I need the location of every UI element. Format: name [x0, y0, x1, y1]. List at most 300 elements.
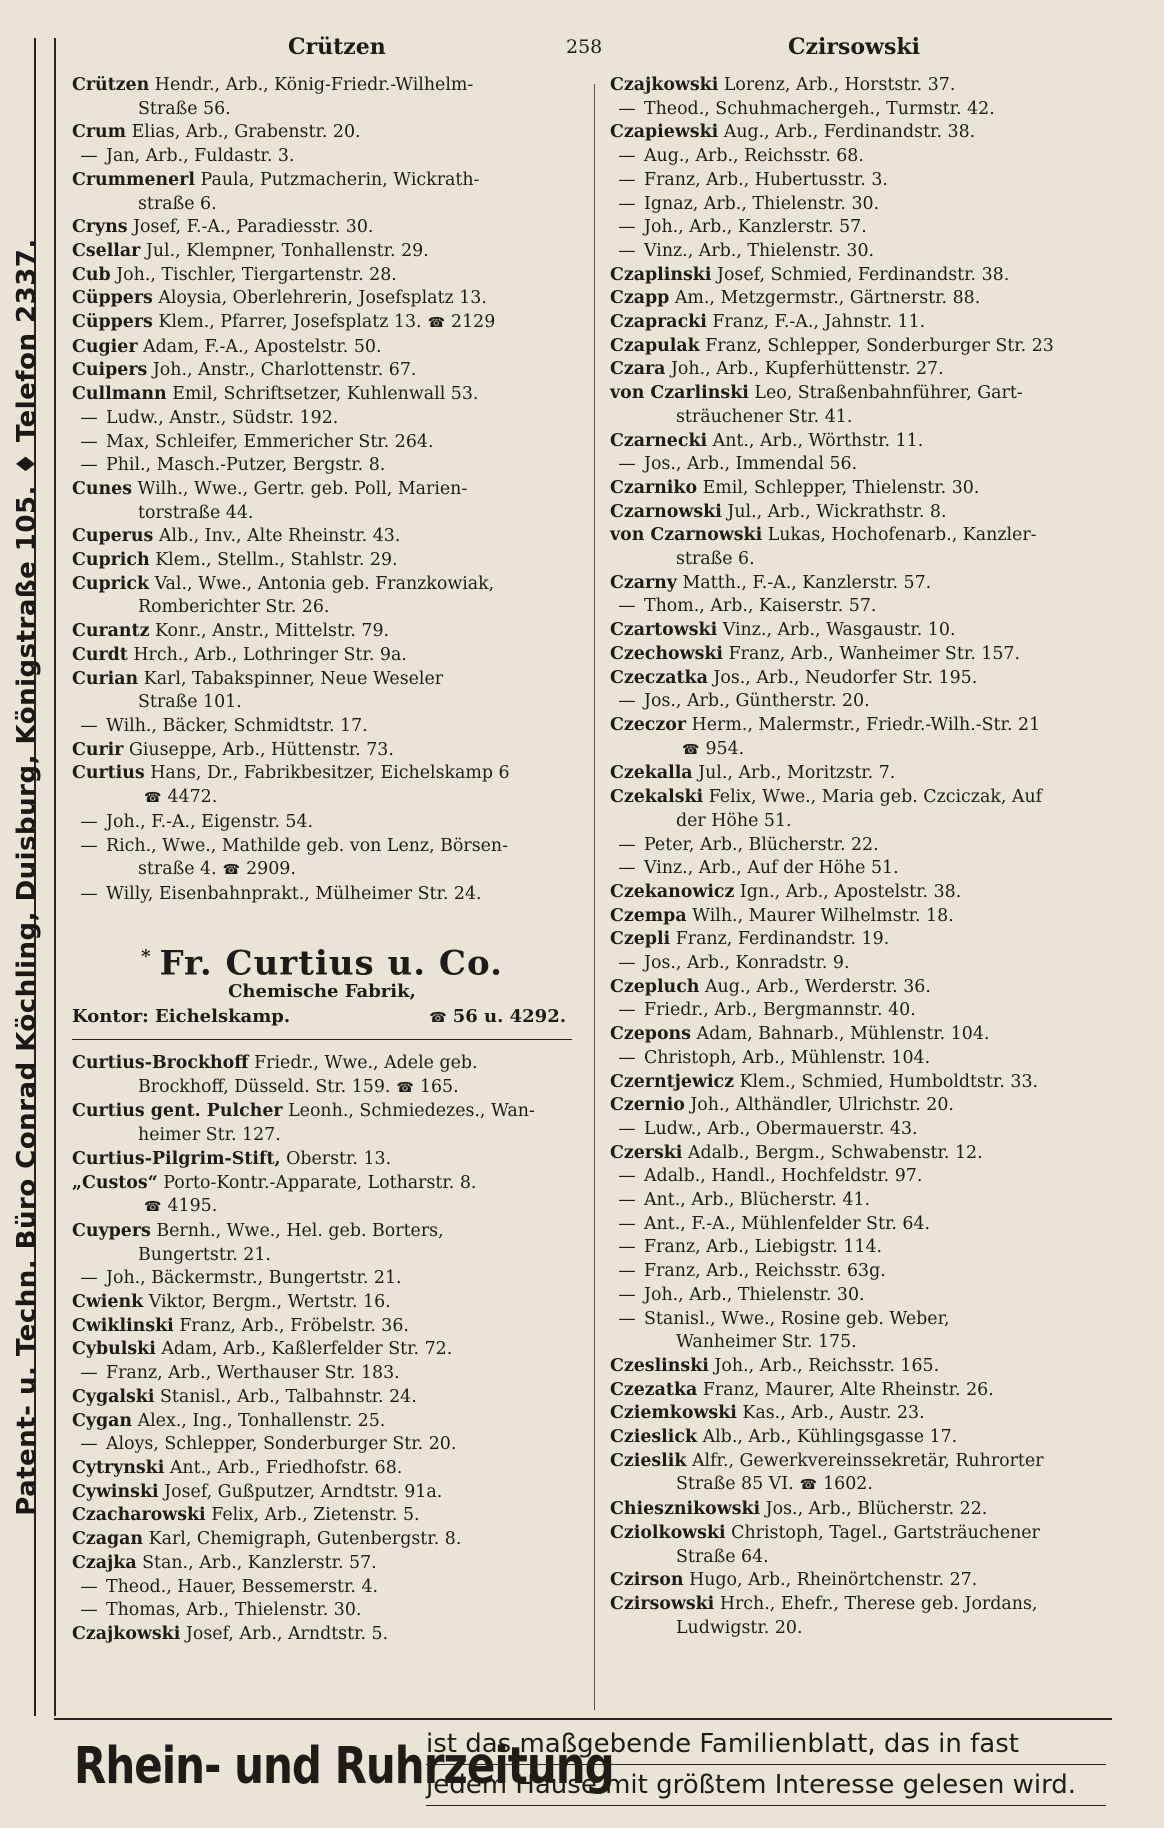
directory-entry — [610, 1023, 1120, 1047]
entry-details: Felix, Arb., Zietenstr. 5. — [211, 1505, 420, 1526]
entry-continuation — [72, 1076, 572, 1101]
directory-entry — [610, 714, 1120, 762]
entry-details: Aug., Arb., Reichsstr. 68. — [644, 146, 864, 167]
entry-continuation — [610, 810, 1120, 834]
telephone-icon: ☎ — [396, 1079, 414, 1096]
entry-details: Joh., Bäckermstr., Bungertstr. 21. — [106, 1268, 402, 1289]
directory-entry — [72, 811, 572, 835]
repeat-dash: — — [80, 715, 98, 736]
directory-entry — [72, 169, 572, 216]
entry-continuation-text: straße 6. — [138, 193, 217, 214]
entry-surname: Curtius gent. Pulcher — [72, 1101, 283, 1122]
repeat-dash: — — [618, 98, 636, 119]
repeat-dash: — — [618, 1308, 636, 1329]
entry-details: Hans, Dr., Fabrikbesitzer, Eichelskamp 6 — [150, 763, 510, 784]
entry-surname: Cwiklinski — [72, 1315, 174, 1336]
directory-entry — [610, 477, 1120, 501]
repeat-dash: — — [618, 858, 636, 879]
directory-entry — [610, 501, 1120, 525]
ad-contact-row — [72, 1005, 572, 1040]
repeat-dash: — — [80, 146, 98, 167]
entry-details: Bernh., Wwe., Hel. geb. Borters, — [156, 1220, 444, 1241]
entry-details: Franz, Ferdinandstr. 19. — [675, 929, 890, 950]
entry-details: Joh., Arb., Reichsstr. 165. — [714, 1355, 940, 1376]
repeat-dash: — — [618, 1284, 636, 1305]
entry-continuation — [72, 691, 572, 715]
entry-surname: Czarniko — [610, 477, 698, 498]
entry-surname: Czepluch — [610, 976, 700, 997]
repeat-dash: — — [80, 1434, 98, 1455]
entry-details: Viktor, Bergm., Wertstr. 16. — [148, 1292, 391, 1313]
directory-entry — [610, 905, 1120, 929]
entry-details: Joh., Althändler, Ulrichstr. 20. — [690, 1095, 954, 1116]
entry-details: Josef, Schmied, Ferdinandstr. 38. — [716, 264, 1010, 285]
entry-details: Hendr., Arb., König-Friedr.-Wilhelm- — [154, 75, 474, 95]
entry-details: Joh., F.-A., Eigenstr. 54. — [106, 811, 314, 832]
entry-details: Jos., Arb., Immendal 56. — [644, 454, 858, 475]
directory-entry — [72, 1552, 572, 1576]
entry-surname: Czeczor — [610, 714, 687, 735]
entry-surname: Czeslinski — [610, 1355, 709, 1376]
entry-continuation-text: torstraße 44. — [138, 502, 254, 523]
repeat-dash: — — [80, 811, 98, 832]
entry-details: Christoph, Arb., Mühlenstr. 104. — [644, 1047, 931, 1068]
directory-entry — [72, 1457, 572, 1481]
directory-entry — [72, 1623, 572, 1647]
left-column — [72, 74, 572, 1647]
entry-details: Wilh., Bäcker, Schmidtstr. 17. — [106, 715, 368, 736]
repeat-dash: — — [618, 193, 636, 214]
directory-entry — [610, 98, 1120, 122]
directory-entry — [610, 762, 1120, 786]
directory-entry — [72, 336, 572, 360]
entry-surname: Cziemkowski — [610, 1403, 737, 1424]
entry-surname: Czieslik — [610, 1450, 687, 1471]
directory-entry — [72, 478, 572, 525]
entry-surname: Czara — [610, 359, 666, 380]
entry-continuation-text: Straße 64. — [676, 1546, 769, 1567]
entry-details: Thomas, Arb., Thielenstr. 30. — [106, 1600, 362, 1621]
entry-details: Kas., Arb., Austr. 23. — [742, 1403, 925, 1424]
entry-surname: Czapp — [610, 288, 670, 309]
entry-details: Aug., Arb., Werderstr. 36. — [704, 976, 931, 997]
directory-entry — [72, 407, 572, 431]
directory-entry — [72, 1576, 572, 1600]
telephone-icon: ☎ — [144, 790, 162, 807]
entry-surname: Czerntjewicz — [610, 1071, 735, 1092]
entry-surname: Czaplinski — [610, 264, 712, 285]
entry-details: Hrch., Ehefr., Therese geb. Jordans, — [719, 1594, 1038, 1614]
directory-entry — [610, 1355, 1120, 1379]
ad-title: Fr. Curtius u. Co. — [159, 942, 503, 983]
directory-entry — [72, 1100, 572, 1147]
entry-details: Konr., Anstr., Mittelstr. 79. — [155, 621, 390, 642]
directory-entry — [610, 881, 1120, 905]
entry-surname: Cüppers — [72, 288, 153, 309]
directory-entry — [610, 1522, 1120, 1569]
entry-details: Klem., Stellm., Stahlstr. 29. — [155, 550, 398, 571]
directory-entry — [610, 193, 1120, 217]
entry-surname: Cub — [72, 264, 111, 285]
entry-continuation — [72, 786, 572, 811]
repeat-dash: — — [618, 1118, 636, 1139]
entry-telephone: 4195. — [167, 1196, 218, 1217]
ad-kontor: Kontor: Eichelskamp. — [72, 1006, 291, 1028]
entry-telephone: 2129 — [451, 312, 496, 333]
entry-details: Friedr., Arb., Bergmannstr. 40. — [644, 1000, 916, 1021]
directory-entry — [610, 667, 1120, 691]
directory-entry — [72, 573, 572, 620]
directory-entry — [610, 264, 1120, 288]
directory-entry — [610, 1118, 1120, 1142]
entry-surname: Czajkowski — [72, 1623, 181, 1644]
directory-entry — [72, 1220, 572, 1267]
entry-details: Franz, F.-A., Jahnstr. 11. — [712, 312, 926, 333]
ad-telephone-number: 56 u. 4292. — [452, 1006, 566, 1028]
directory-entry — [610, 311, 1120, 335]
directory-entry — [610, 1047, 1120, 1071]
entry-details: Franz, Arb., Werthauser Str. 183. — [106, 1363, 400, 1384]
entry-continuation-text: Straße 85 VI. — [676, 1474, 794, 1495]
directory-entry — [72, 620, 572, 644]
directory-entry — [610, 358, 1120, 382]
entry-details: Aloys, Schlepper, Sonderburger Str. 20. — [106, 1434, 457, 1455]
entry-details: Am., Metzgermstr., Gärtnerstr. 88. — [674, 288, 981, 309]
entry-surname: Czekalski — [610, 787, 704, 808]
left-entry-list-2 — [72, 1052, 572, 1647]
repeat-dash: — — [80, 835, 98, 856]
right-column — [610, 74, 1120, 1640]
directory-entry — [610, 572, 1120, 596]
entry-details: Ludw., Anstr., Südstr. 192. — [106, 407, 339, 428]
entry-telephone: 2909. — [246, 859, 296, 880]
directory-entry — [72, 1410, 572, 1434]
entry-details: Lorenz, Arb., Horststr. 37. — [723, 75, 956, 95]
directory-entry — [72, 359, 572, 383]
directory-entry — [610, 453, 1120, 477]
entry-details: Theod., Schuhmachergeh., Turmstr. 42. — [644, 98, 995, 119]
directory-entry — [72, 383, 572, 407]
directory-entry — [610, 1165, 1120, 1189]
directory-entry — [610, 976, 1120, 1000]
entry-details: Leonh., Schmiedezes., Wan- — [288, 1101, 535, 1122]
directory-entry — [610, 999, 1120, 1023]
entry-surname: Curtius-Pilgrim-Stift, — [72, 1148, 281, 1169]
entry-details: Franz, Maurer, Alte Rheinstr. 26. — [702, 1379, 994, 1400]
entry-surname: Csellar — [72, 240, 141, 261]
entry-surname: Cwienk — [72, 1292, 144, 1313]
directory-entry — [72, 1481, 572, 1505]
directory-entry — [72, 762, 572, 810]
ad-telephone — [423, 1005, 572, 1031]
directory-entry — [72, 1291, 572, 1315]
telephone-icon: ☎ — [144, 1199, 162, 1216]
entry-surname: Cugier — [72, 336, 138, 357]
repeat-dash: — — [80, 883, 98, 904]
directory-entry — [610, 1379, 1120, 1403]
entry-surname: Cullmann — [72, 384, 167, 405]
repeat-dash: — — [618, 596, 636, 617]
entry-continuation-text: Bungertstr. 21. — [138, 1244, 271, 1265]
directory-entry — [72, 668, 572, 715]
column-divider — [594, 84, 595, 1710]
entry-details: Ignaz, Arb., Thielenstr. 30. — [644, 193, 880, 214]
entry-surname: Cuypers — [72, 1220, 151, 1241]
entry-details: Aug., Arb., Ferdinandstr. 38. — [723, 122, 976, 143]
directory-entry — [610, 1426, 1120, 1450]
entry-surname: Cygan — [72, 1410, 133, 1431]
entry-details: Joh., Arb., Kanzlerstr. 57. — [644, 217, 867, 238]
entry-continuation-text: straße 4. — [138, 859, 217, 880]
entry-details: Ant., Arb., Blücherstr. 41. — [644, 1190, 871, 1211]
entry-details: Adalb., Bergm., Schwabenstr. 12. — [687, 1142, 983, 1163]
directory-entry — [72, 1504, 572, 1528]
entry-details: Alb., Inv., Alte Rheinstr. 43. — [158, 526, 401, 547]
entry-details: Franz, Schlepper, Sonderburger Str. 23 — [705, 335, 1054, 356]
entry-details: Franz, Arb., Wanheimer Str. 157. — [728, 643, 1021, 664]
entry-surname: Czagan — [72, 1529, 144, 1550]
directory-entry — [610, 1260, 1120, 1284]
directory-entry — [610, 1142, 1120, 1166]
repeat-dash: — — [80, 1600, 98, 1621]
repeat-dash: — — [618, 146, 636, 167]
entry-details: Ant., F.-A., Mühlenfelder Str. 64. — [644, 1213, 931, 1234]
entry-details: Matth., F.-A., Kanzlerstr. 57. — [682, 572, 932, 593]
entry-continuation-text: heimer Str. 127. — [138, 1125, 281, 1146]
entry-continuation — [610, 1546, 1120, 1570]
entry-surname: Czernio — [610, 1095, 685, 1116]
directory-entry — [610, 524, 1120, 571]
directory-entry — [72, 883, 572, 907]
entry-continuation-text: sträuchener Str. 41. — [676, 406, 853, 427]
entry-surname: Crum — [72, 122, 127, 143]
entry-details: Wilh., Maurer Wilhelmstr. 18. — [692, 905, 954, 926]
entry-telephone: 4472. — [167, 787, 218, 808]
directory-entry — [610, 1189, 1120, 1213]
entry-surname: von Czarnowski — [610, 525, 763, 546]
entry-continuation — [72, 1195, 572, 1220]
entry-details: Vinz., Arb., Thielenstr. 30. — [644, 240, 875, 261]
entry-details: Jos., Arb., Blücherstr. 22. — [765, 1499, 988, 1520]
entry-details: Rich., Wwe., Mathilde geb. von Lenz, Börsen- — [106, 835, 509, 856]
bottom-ad-line-2: jedem Hause mit größtem Interesse gelesen wird. — [426, 1765, 1106, 1806]
side-rule-inner — [54, 38, 56, 1716]
entry-surname: Cytrynski — [72, 1458, 165, 1478]
entry-surname: Czarnecki — [610, 430, 708, 451]
telephone-icon: ☎ — [682, 741, 700, 758]
telephone-icon: ☎ — [799, 1477, 818, 1494]
entry-details: Friedr., Wwe., Adele geb. — [254, 1053, 478, 1074]
directory-entry — [72, 287, 572, 311]
directory-entry — [72, 1338, 572, 1362]
directory-entry — [72, 715, 572, 739]
entry-surname: Cziolkowski — [610, 1522, 726, 1543]
entry-details: Stanisl., Arb., Talbahnstr. 24. — [159, 1386, 417, 1407]
repeat-dash: — — [80, 431, 98, 452]
directory-entry — [610, 287, 1120, 311]
entry-details: Karl, Chemigraph, Gutenbergstr. 8. — [148, 1529, 462, 1550]
entry-surname: Cywinski — [72, 1481, 159, 1502]
entry-details: Ludw., Arb., Obermauerstr. 43. — [644, 1118, 918, 1139]
entry-details: Theod., Hauer, Bessemerstr. 4. — [106, 1576, 379, 1597]
entry-surname: Crützen — [72, 75, 150, 95]
entry-details: Val., Wwe., Antonia geb. Franzkowiak, — [154, 573, 495, 594]
entry-details: Franz, Arb., Liebigstr. 114. — [644, 1237, 883, 1258]
entry-surname: Czerski — [610, 1142, 683, 1163]
entry-details: Willy, Eisenbahnprakt., Mülheimer Str. 24. — [106, 883, 482, 904]
directory-entry — [610, 1071, 1120, 1095]
entry-surname: Czarny — [610, 572, 677, 593]
side-banner — [4, 38, 50, 1716]
entry-telephone: 165. — [419, 1076, 459, 1097]
directory-entry — [72, 311, 572, 336]
entry-surname: Czartowski — [610, 620, 718, 641]
entry-details: Wilh., Wwe., Gertr. geb. Poll, Marien- — [137, 478, 468, 499]
entry-continuation-text: Straße 56. — [138, 98, 231, 119]
entry-details: Alb., Arb., Kühlingsgasse 17. — [702, 1427, 958, 1448]
entry-details: Jos., Arb., Neudorfer Str. 195. — [713, 667, 978, 688]
entry-surname: Czapracki — [610, 312, 707, 333]
entry-continuation — [610, 1617, 1120, 1641]
entry-continuation — [610, 1473, 1120, 1498]
entry-surname: Czajka — [72, 1552, 137, 1573]
directory-entry — [610, 952, 1120, 976]
directory-entry — [610, 240, 1120, 264]
entry-details: Adam, Arb., Kaßlerfelder Str. 72. — [161, 1339, 453, 1360]
entry-details: Adam, F.-A., Apostelstr. 50. — [143, 336, 382, 357]
bottom-rule — [54, 1718, 1112, 1720]
directory-entry — [610, 834, 1120, 858]
entry-surname: Czirson — [610, 1570, 684, 1591]
entry-details: Porto-Kontr.-Apparate, Lotharstr. 8. — [163, 1172, 477, 1193]
entry-details: Giuseppe, Arb., Hüttenstr. 73. — [128, 739, 394, 760]
directory-entry — [72, 1267, 572, 1291]
entry-surname: Crummenerl — [72, 169, 195, 190]
entry-surname: Czepli — [610, 929, 671, 950]
entry-details: Adalb., Handl., Hochfeldstr. 97. — [644, 1166, 923, 1187]
left-entry-list — [72, 74, 572, 907]
directory-entry — [610, 1094, 1120, 1118]
entry-continuation-text: Wanheimer Str. 175. — [676, 1332, 857, 1353]
directory-entry — [610, 1284, 1120, 1308]
directory-entry — [72, 835, 572, 883]
directory-entry — [610, 1450, 1120, 1498]
entry-details: Joh., Arb., Thielenstr. 30. — [644, 1284, 865, 1305]
repeat-dash: — — [80, 407, 98, 428]
entry-details: Aloysia, Oberlehrerin, Josefsplatz 13. — [158, 288, 487, 309]
entry-details: Emil, Schlepper, Thielenstr. 30. — [702, 477, 980, 498]
bottom-ad-title: Rhein- und Ruhrzeitung — [74, 1736, 614, 1796]
entry-surname: Cüppers — [72, 312, 153, 333]
entry-surname: Cuipers — [72, 360, 148, 381]
repeat-dash: — — [618, 217, 636, 238]
entry-details: Alex., Ing., Tonhallenstr. 25. — [137, 1410, 386, 1431]
entry-continuation — [72, 596, 572, 620]
entry-details: Felix, Wwe., Maria geb. Czciczak, Auf — [708, 787, 1043, 808]
entry-details: Jul., Arb., Moritzstr. 7. — [698, 763, 896, 784]
directory-entry — [72, 74, 572, 121]
entry-details: Phil., Masch.-Putzer, Bergstr. 8. — [106, 455, 386, 476]
repeat-dash: — — [618, 454, 636, 475]
telephone-icon: ☎ — [429, 1010, 447, 1027]
directory-entry — [72, 1362, 572, 1386]
entry-details: Jos., Arb., Konradstr. 9. — [644, 953, 850, 974]
entry-surname: von Czarlinski — [610, 383, 749, 404]
directory-entry — [610, 1308, 1120, 1355]
entry-surname: Curian — [72, 668, 139, 689]
entry-surname: Czechowski — [610, 643, 724, 664]
repeat-dash: — — [80, 1576, 98, 1597]
entry-telephone: 1602. — [823, 1474, 873, 1495]
entry-surname: Czekalla — [610, 763, 693, 784]
entry-surname: Cybulski — [72, 1339, 156, 1360]
entry-details: Jul., Klempner, Tonhallenstr. 29. — [145, 240, 429, 261]
page-number: 258 — [566, 36, 603, 58]
entry-details: Emil, Schriftsetzer, Kuhlenwall 53. — [172, 384, 479, 405]
repeat-dash: — — [618, 1237, 636, 1258]
entry-continuation — [72, 858, 572, 883]
entry-surname: Czezatka — [610, 1379, 698, 1400]
entry-continuation-text: Romberichter Str. 26. — [138, 597, 330, 618]
entry-continuation — [610, 738, 1120, 763]
entry-details: Vinz., Arb., Wasgaustr. 10. — [722, 620, 956, 641]
entry-details: Franz, Arb., Hubertusstr. 3. — [644, 169, 888, 190]
directory-entry — [610, 1569, 1120, 1593]
entry-surname: Czempa — [610, 905, 687, 926]
directory-entry — [72, 454, 572, 478]
directory-entry — [72, 1148, 572, 1172]
entry-details: Karl, Tabakspinner, Neue Weseler — [143, 668, 444, 689]
right-entry-list — [610, 74, 1120, 1640]
directory-entry — [610, 928, 1120, 952]
directory-entry — [610, 74, 1120, 98]
directory-entry — [72, 216, 572, 240]
directory-entry — [72, 1433, 572, 1457]
directory-entry — [72, 739, 572, 763]
ad-title-line — [72, 942, 572, 983]
directory-entry — [610, 216, 1120, 240]
entry-surname: Cygalski — [72, 1386, 155, 1407]
bottom-ad-line-1: ist das maßgebende Familienblatt, das in fast — [426, 1724, 1106, 1765]
entry-details: Josef, Gußputzer, Arndtstr. 91a. — [164, 1481, 443, 1502]
entry-details: Adam, Bahnarb., Mühlenstr. 104. — [696, 1024, 990, 1045]
entry-details: Peter, Arb., Blücherstr. 22. — [644, 834, 879, 855]
entry-details: Lukas, Hochofenarb., Kanzler- — [767, 525, 1037, 546]
entry-surname: Cuperus — [72, 526, 154, 547]
repeat-dash: — — [618, 1190, 636, 1211]
entry-details: Klem., Pfarrer, Josefsplatz 13. — [158, 312, 422, 333]
entry-continuation-text: straße 6. — [676, 549, 755, 570]
directory-entry — [72, 145, 572, 169]
entry-surname: Cuprick — [72, 573, 150, 594]
repeat-dash: — — [80, 1268, 98, 1289]
entry-continuation — [72, 98, 572, 122]
entry-details: Stanisl., Wwe., Rosine geb. Weber, — [644, 1308, 950, 1329]
directory-entry — [610, 857, 1120, 881]
entry-surname: Czepons — [610, 1024, 691, 1045]
entry-continuation — [610, 548, 1120, 572]
entry-surname: Czeczatka — [610, 667, 708, 688]
entry-details: Christoph, Tagel., Gartsträuchener — [731, 1522, 1040, 1543]
directory-entry — [610, 1213, 1120, 1237]
directory-entry — [72, 644, 572, 668]
entry-details: Josef, F.-A., Paradiesstr. 30. — [133, 217, 374, 238]
header-right: Czirsowski — [788, 34, 920, 60]
directory-entry — [72, 1386, 572, 1410]
repeat-dash: — — [80, 455, 98, 476]
ad-subtitle: Chemische Fabrik, — [228, 980, 416, 1002]
directory-entry — [72, 121, 572, 145]
